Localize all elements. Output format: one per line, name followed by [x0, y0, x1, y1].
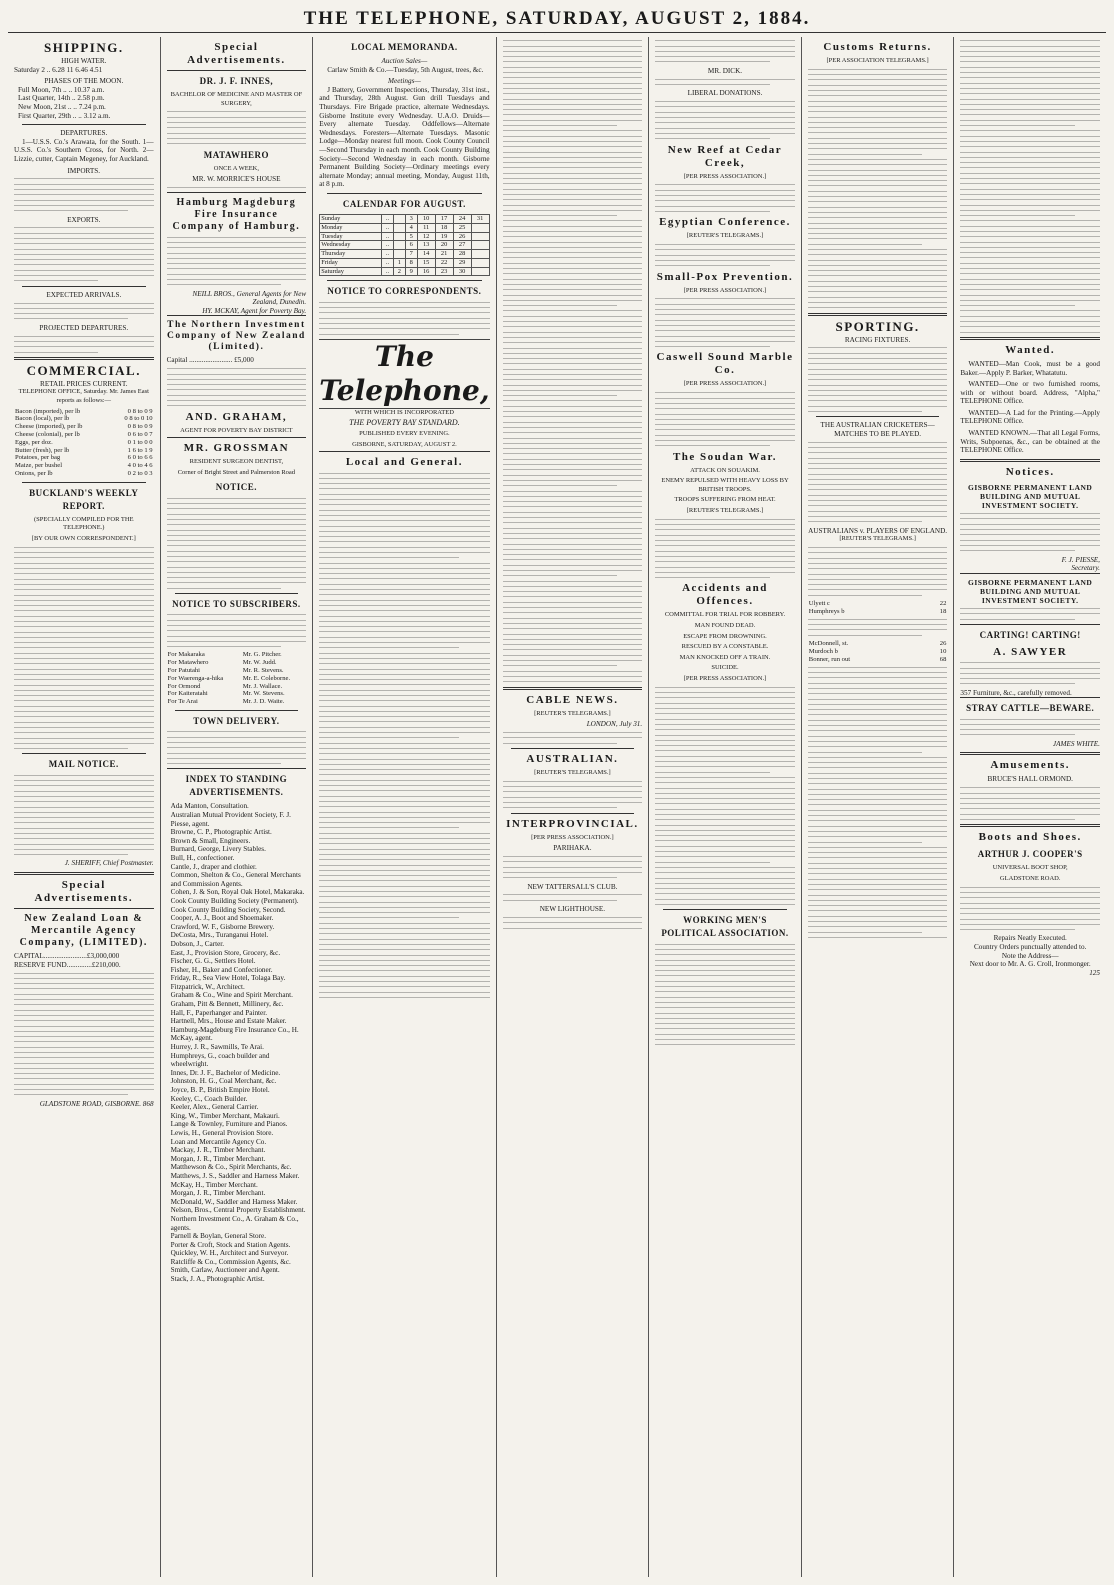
columns [8, 37, 1106, 1577]
amusements-heading: Amusements. [990, 759, 1071, 772]
gisborne-society-heading: GISBORNE PERMANENT LAND BUILDING AND MUTUAL INVESTMENT SOCIETY. [968, 482, 1093, 510]
list-item: Loan and Mercantile Agency Co. [170, 1137, 267, 1146]
table-row: Bacon (imported), per lb 0 8 to 0 9 [15, 407, 153, 415]
hamburg-heading: Hamburg Magdeburg Fire Insurance Company of Hamburg. [172, 197, 301, 233]
list-item: Smith, Carlaw, Auctioneer and Agent. [170, 1266, 280, 1275]
table-row: Eggs, per doz. 0 1 to 0 0 [15, 438, 153, 446]
wanted-heading: Wanted. [1005, 343, 1056, 356]
scores-table-2 [808, 640, 948, 663]
cable-subheading: [REUTER'S TELEGRAMS.] [534, 709, 611, 717]
egypt-heading: Egyptian Conference. [659, 216, 791, 229]
neill-bros: NEILL BROS., General Agents for New Zealand, Dunedin. [192, 289, 307, 307]
table-row: McDonnell, st. 26 [808, 640, 947, 648]
country-orders-line: Country Orders punctually attended to. [973, 943, 1087, 952]
list-item: Cantle, J., draper and clothier. [170, 862, 257, 871]
table-row: For Te Arai Mr. J. D. Waite. [167, 698, 285, 706]
sporting-heading: SPORTING. [835, 318, 920, 334]
meetings-heading: Meetings— [388, 77, 421, 86]
aus-players-heading: AUSTRALIANS v. PLAYERS OF ENGLAND. [808, 526, 948, 535]
list-item: Lange & Townley, Furniture and Pianos. [170, 1120, 288, 1129]
cooper-heading: ARTHUR J. COOPER'S [977, 849, 1083, 860]
cable-heading: CABLE NEWS. [526, 693, 619, 706]
list-item: Lewis, H., General Provision Store. [170, 1128, 274, 1137]
table-row: Cheese (imported), per lb 0 8 to 0 9 [15, 423, 153, 431]
cooper-address: GLADSTONE ROAD. [999, 874, 1061, 882]
reserve-line: RESERVE FUND..............£210,000. [14, 960, 121, 969]
egypt-subheading: [REUTER'S TELEGRAMS.] [686, 232, 764, 240]
table-row: Saturday .. 2 9 16 23 30 [320, 267, 489, 276]
next-door-line: Next door to Mr. A. G. Croll, Ironmonger. [969, 960, 1091, 969]
accidents-source: [PER PRESS ASSOCIATION.] [683, 674, 767, 682]
secretary-label: Secretary. [1071, 564, 1100, 573]
table-row: Sunday .. 3 10 17 24 31 [320, 214, 489, 223]
gladstone-road: GLADSTONE ROAD, GISBORNE. 868 [39, 1099, 154, 1108]
list-item: Dobson, J., Carter. [170, 939, 225, 948]
grossman-address: Corner of Bright Street and Palmerston Road [177, 468, 296, 476]
table-row: Murdoch b 10 [808, 647, 947, 655]
column-5 [649, 37, 802, 1577]
boots-heading: Boots and Shoes. [978, 831, 1082, 844]
list-item: Browne, C. P., Photographic Artist. [170, 828, 272, 837]
table-row: For Ormond Mr. J. Wallace. [167, 682, 283, 690]
special-ads-heading: Special Advertisements. [34, 879, 134, 905]
delivery-heading: TOWN DELIVERY. [193, 716, 280, 727]
bucklands-subheading: (SPECIALLY COMPILED FOR THE TELEPHONE.) [34, 515, 134, 532]
wanted-ad-2: WANTED—One or two furnished rooms, with or without board. Address, "Alpha," TELEPHONE Office. [960, 380, 1100, 406]
notices-heading: Notices. [1005, 465, 1055, 478]
grossman-heading: MR. GROSSMAN [183, 442, 290, 455]
carting-heading: CARTING! CARTING! [979, 629, 1081, 640]
page-masthead: THE TELEPHONE, SATURDAY, AUGUST 2, 1884. [303, 8, 811, 29]
wanted-ad-1: WANTED—Man Cook, must be a good Baker.—Apply P. Barker, Whatatutu. [960, 359, 1100, 377]
projected-heading: PROJECTED DEPARTURES. [39, 323, 129, 332]
auction-heading: Auction Sales— [381, 57, 428, 65]
column-1 [8, 37, 161, 1577]
list-item: Joyce, B. P., British Empire Hotel. [170, 1086, 270, 1094]
local-general-text [319, 473, 489, 998]
retail-heading: RETAIL PRICES CURRENT. [40, 379, 128, 388]
racing-heading: RACING FIXTURES. [844, 335, 911, 344]
auction-text: Carlaw Smith & Co.—Tuesday, 5th August, trees, &c. [327, 65, 484, 74]
list-item: Ada Manton, Consultation. [170, 802, 249, 811]
calendar-table [319, 214, 489, 277]
list-item: Fisher, H., Baker and Confectioner. [170, 965, 273, 974]
table-row: Bacon (local), per lb 0 8 to 0 10 [15, 415, 153, 423]
morrice-house: MR. W. MORRICE'S HOUSE [192, 175, 281, 184]
accidents-sub-2: MAN FOUND DEAD. [694, 622, 756, 630]
accidents-sub-5: MAN KNOCKED OFF A TRAIN. [679, 653, 771, 661]
grossman-subheading: RESIDENT SURGEON DENTIST, [189, 458, 284, 466]
smallpox-heading: Small-Pox Prevention. [656, 270, 794, 283]
list-item: Brown & Small, Engineers. [170, 836, 251, 845]
list-item: Porter & Croft, Stock and Station Agents. [170, 1240, 291, 1249]
gisborne-society-heading-2: GISBORNE PERMANENT LAND BUILDING AND MUTUAL INVESTMENT SOCIETY. [968, 577, 1093, 605]
list-item: Graham, Pitt & Bennett, Millinery, &c. [170, 1000, 284, 1009]
table-row: For Matawhero Mr. W. Judd. [167, 659, 277, 667]
list-item: Matthewson & Co., Spirit Merchants, &c. [170, 1163, 292, 1172]
northern-capital: Capital ........................ £5,000 [166, 356, 254, 365]
table-row: Maize, per bushel 4 0 to 4 6 [15, 462, 153, 470]
cooper-subheading: UNIVERSAL BOOT SHOP, [992, 864, 1068, 872]
reef-heading: New Reef at Cedar Creek, [667, 143, 783, 169]
special-ads-heading-2: Special Advertisements. [187, 41, 286, 66]
cricketers-heading: THE AUSTRALIAN CRICKETERS—MATCHES TO BE PLAYED. [820, 421, 935, 438]
table-row: Cheese (colonial), per lb 0 6 to 0 7 [15, 430, 153, 438]
mail-heading: MAIL NOTICE. [48, 759, 119, 770]
note-address-line: Note the Address— [1001, 951, 1059, 960]
interprovincial-heading: INTERPROVINCIAL. [506, 817, 639, 830]
departures-text: 1—U.S.S. Co.'s Arawata, for the South. 1—U.S.S. Co.'s Southern Cross, for North. 2—Lizzie, cutter, Captain Megeney, for Auckland. [14, 137, 154, 163]
list-item: Innes, Dr. J. F., Bachelor of Medicine. [170, 1068, 281, 1077]
newspaper-logo: The Telephone, [319, 339, 490, 407]
list-item: Crawford, W. F., Gisborne Brewery. [170, 922, 275, 931]
table-row: Ulyett c 22 [808, 599, 947, 607]
list-item: East, J., Provision Store, Grocery, &c. [170, 948, 281, 957]
matawhero-label: MATAWHERO [203, 149, 269, 160]
exports-heading: EXPORTS. [67, 215, 101, 224]
table-row: Wednesday .. 6 13 20 27 [320, 241, 489, 250]
wanted-ad-3: WANTED—A Lad for the Printing.—Apply TELEPHONE Office. [960, 408, 1100, 426]
list-item: Stack, J. A., Photographic Artist. [170, 1275, 265, 1284]
soudan-sub-3: TROOPS SUFFERING FROM HEAT. [674, 496, 776, 504]
column-3 [313, 37, 496, 1577]
caswell-subheading: [PER PRESS ASSOCIATION.] [683, 380, 767, 388]
high-water-label: HIGH WATER. [61, 57, 107, 65]
table-row: Humphreys b 18 [808, 607, 947, 615]
customs-subheading: [PER ASSOCIATION TELEGRAMS.] [826, 57, 929, 64]
liberal-heading: LIBERAL DONATIONS. [687, 89, 763, 98]
graham-heading: AND. GRAHAM, [185, 410, 288, 423]
calendar-heading: CALENDAR FOR AUGUST. [342, 198, 466, 209]
phase-item: First Quarter, 29th .. .. 3.12 a.m. [18, 111, 111, 120]
sawyer-note: 357 Furniture, &c., carefully removed. [960, 688, 1072, 697]
stray-signature: JAMES WHITE. [1052, 739, 1100, 748]
innes-subheading: BACHELOR OF MEDICINE AND MASTER OF SURGERY, [170, 91, 303, 107]
list-item: Graham & Co., Wine and Spirit Merchant. [170, 991, 293, 1000]
imports-heading: IMPORTS. [67, 166, 101, 175]
accidents-sub-1: COMMITTAL FOR TRIAL FOR ROBBERY. [664, 611, 786, 619]
column-6 [802, 37, 955, 1577]
subscribers-heading: NOTICE TO SUBSCRIBERS. [172, 599, 301, 610]
accidents-sub-4: RESCUED BY A CONSTABLE. [681, 643, 769, 651]
australian-heading: AUSTRALIAN. [526, 752, 619, 765]
list-item: Cohen, J. & Son, Royal Oak Hotel, Makaraka. [170, 888, 305, 897]
dateline: GISBORNE, SATURDAY, AUGUST 2. [352, 440, 457, 448]
accidents-heading: Accidents and Offences. [682, 582, 768, 608]
table-row: Butter (fresh), per lb 1 6 to 1 9 [15, 446, 153, 454]
list-item: Cook County Building Society (Permanent). [170, 896, 299, 905]
published-line: PUBLISHED EVERY EVENING. [359, 430, 450, 438]
phases-list [14, 86, 154, 120]
scores-table [808, 600, 948, 616]
list-item: Nelson, Bros., Central Property Establishment. [170, 1206, 306, 1215]
list-item: Northern Investment Co., A. Graham & Co., agents. [170, 1214, 299, 1232]
customs-heading: Customs Returns. [823, 41, 932, 53]
commercial-heading: COMMERCIAL. [26, 362, 141, 378]
table-row: Monday .. 4 11 18 25 [320, 223, 489, 232]
table-row: Tuesday .. 5 12 19 26 [320, 232, 489, 241]
logo-subline: WITH WHICH IS INCORPORATED [354, 408, 454, 416]
soudan-sub-1: ATTACK ON SOUAKIM. [690, 466, 760, 474]
list-item: Hartnell, Mrs., House and Estate Maker. [170, 1017, 287, 1026]
list-item: Fischer, G. G., Settlers Hotel. [170, 957, 256, 966]
aus-players-subheading: [REUTER'S TELEGRAMS.] [839, 535, 916, 543]
column-2 [161, 37, 314, 1577]
working-men-heading: WORKING MEN'S POLITICAL ASSOCIATION. [661, 915, 789, 939]
bruce-hall-heading: BRUCE'S HALL ORMOND. [987, 775, 1073, 784]
northern-heading: The Northern Investment Company of New Zealand (Limited). [166, 320, 306, 353]
table-row: For Waerenga-a-hika Mr. E. Coleborne. [167, 674, 291, 682]
sawyer-heading: A. SAWYER [993, 645, 1068, 658]
interprovincial-subheading: [PER PRESS ASSOCIATION.] [531, 833, 614, 841]
australian-subheading: [REUTER'S TELEGRAMS.] [534, 768, 611, 776]
reef-subheading: [PER PRESS ASSOCIATION.] [683, 172, 767, 180]
list-item: DeCosta, Mrs., Turanganui Hotel. [170, 931, 269, 940]
smallpox-subheading: [PER PRESS ASSOCIATION.] [683, 286, 767, 294]
meetings-text: J Battery, Government Inspections, Thursday, 31st inst., and Thursday, 28th August. Gun drill Tuesdays and Thursdays. Fire Brigade practice, alternate Wednesdays. Gisborne Institute every Wednesday. U.A.O. Druids—Every alternate Tuesday. Oddfellows—Alternate Wednesdays. Foresters—Alternate Tuesdays. Masonic Lodge—Monday nearest full moon. Cook County Council—Second Thursday in each month. Cook County Building Society—Second Wednesday in each month. Gisborne Permanent Building Society—Ordinary meetings every alternate Monday; annual meeting, Monday, August 11th, at 8 p.m. [319, 85, 490, 189]
index-list [167, 802, 307, 1283]
prices-table [14, 408, 154, 478]
table-row: Friday .. 1 8 15 22 29 [320, 258, 489, 267]
list-item: Matthews, J. S., Saddler and Harness Maker. [170, 1171, 300, 1180]
local-general-heading: Local and General. [345, 456, 463, 469]
high-water-row: Saturday 2 .. 6.28 11 6.46 4.51 [14, 65, 103, 74]
phase-item: Full Moon, 7th .. .. 10.37 a.m. [18, 85, 105, 94]
cricket-text [808, 667, 948, 938]
list-item: Mackay, J. R., Timber Merchant. [170, 1146, 266, 1155]
phase-item: New Moon, 21st .. .. 7.24 p.m. [18, 102, 106, 111]
list-item: Parnell & Boylan, General Store. [170, 1232, 267, 1241]
table-row: For Patutahi Mr. R. Stevens. [167, 667, 284, 675]
list-item: Cook County Building Society, Second. [170, 905, 286, 914]
list-item: Bull, H., confectioner. [170, 853, 235, 862]
wanted-ad-4: WANTED KNOWN.—That all Legal Forms, Writs, Subpoenas, &c., can be obtained at the TELEPHONE Office. [960, 429, 1100, 455]
telephone-office-note: TELEPHONE OFFICE, Saturday. Mr. James East reports as follows:— [18, 388, 149, 404]
accidents-sub-6: SUICIDE. [711, 664, 739, 672]
accidents-sub-3: ESCAPE FROM DROWNING. [683, 632, 767, 640]
agents-table [167, 651, 307, 706]
customs-text [808, 69, 948, 308]
list-item: Johnston, H. G., Coal Merchant, &c. [170, 1077, 277, 1086]
list-item: Friday, R., Sea View Hotel, Tolaga Bay. [170, 974, 286, 983]
table-row: Bonner, run out 68 [808, 655, 947, 663]
bucklands-heading: BUCKLAND'S WEEKLY REPORT. [29, 487, 139, 511]
list-item: McDonald, W., Saddler and Harness Maker. [170, 1197, 298, 1206]
mr-dick-heading: MR. DICK. [707, 66, 743, 75]
cable-dateline: LONDON, July 31. [586, 720, 643, 729]
caswell-heading: Caswell Sound Marble Co. [656, 351, 794, 377]
lighthouse-heading: NEW LIGHTHOUSE. [539, 905, 606, 914]
departures-heading: DEPARTURES. [60, 129, 108, 138]
soudan-heading: The Soudan War. [672, 450, 778, 463]
expected-heading: EXPECTED ARRIVALS. [46, 290, 122, 299]
soudan-sub-2: ENEMY REPULSED WITH HEAVY LOSS BY BRITISH TROOPS. [661, 477, 789, 493]
shipping-heading: SHIPPING. [44, 40, 124, 55]
list-item: Morgan, J. R., Timber Merchant. [170, 1154, 266, 1163]
continued-text [960, 40, 1100, 332]
capital-line: CAPITAL........................£3,000,000 [14, 952, 120, 961]
continued-text [503, 40, 643, 682]
correspondents-heading: NOTICE TO CORRESPONDENTS. [327, 286, 482, 297]
list-item: Burnard, George, Livery Stables. [170, 845, 266, 854]
list-item: Morgan, J. R., Timber Merchant. [170, 1189, 266, 1198]
notice-heading: NOTICE. [215, 482, 258, 493]
mail-signature: J. SHERIFF, Chief Postmaster. [64, 859, 154, 868]
graham-subheading: AGENT FOR POVERTY BAY DISTRICT [180, 426, 293, 434]
tattersall-heading: NEW TATTERSALL'S CLUB. [527, 882, 618, 891]
list-item: Common, Shelton & Co., General Merchants and Commission Agents. [170, 871, 301, 888]
soudan-source: [REUTER'S TELEGRAMS.] [686, 506, 764, 514]
phases-heading: PHASES OF THE MOON. [44, 77, 124, 86]
list-item: Keeley, C., Coach Builder. [170, 1094, 248, 1103]
list-item: Quickley, W. H., Architect and Surveyor. [170, 1249, 289, 1258]
list-item: Hurrey, J. R., Sawmills, Te Arai. [170, 1043, 264, 1052]
repairs-line: Repairs Neatly Executed. [993, 934, 1067, 943]
table-row: Onions, per lb 0 2 to 0 3 [15, 469, 153, 477]
accidents-text [655, 687, 795, 905]
list-item: Hall, F., Paperhanger and Painter. [170, 1008, 268, 1017]
list-item: Australian Mutual Provident Society, F. J. Piesse, agent. [170, 811, 291, 828]
piesse-signature: F. J. PIESSE, [1061, 555, 1100, 564]
phase-item: Last Quarter, 14th .. 2.58 p.m. [18, 94, 105, 103]
once-a-week: ONCE A WEEK, [213, 164, 259, 172]
list-item: Fitzpatrick, W., Architect. [170, 982, 245, 991]
table-row: Potatoes, per bag 6 0 to 6 6 [15, 454, 153, 462]
stray-cattle-heading: STRAY CATTLE—BEWARE. [966, 703, 1095, 714]
table-row: Thursday .. 7 14 21 28 [320, 250, 489, 259]
mckay-agent: HY. MCKAY, Agent for Poverty Bay. [202, 306, 307, 315]
innes-heading: DR. J. F. INNES, [199, 76, 274, 86]
list-item: Humphreys, G., coach builder and wheelwright. [170, 1051, 270, 1069]
list-item: Ratcliffe & Co., Commission Agents, &c. [170, 1257, 291, 1266]
list-item: Hamburg-Magdeburg Fire Insurance Co., H. McKay, agent. [170, 1025, 299, 1043]
parihaka-heading: PARIHAKA. [553, 844, 592, 853]
page-number: 125 [1089, 968, 1100, 977]
own-correspondent: [BY OUR OWN CORRESPONDENT.] [31, 534, 136, 542]
table-row: For Makaraka Mr. G. Pitcher. [167, 651, 282, 659]
list-item: McKay, H., Timber Merchant. [170, 1180, 258, 1189]
list-item: King, W., Timber Merchant, Makauri. [170, 1111, 280, 1120]
column-7 [954, 37, 1106, 1577]
column-4 [497, 37, 650, 1577]
index-heading: INDEX TO STANDING ADVERTISEMENTS. [185, 774, 288, 798]
logo-subline-2: THE POVERTY BAY STANDARD. [349, 418, 460, 428]
table-row: For Kaiteratahi Mr. W. Stevens. [167, 690, 285, 698]
nzloan-heading: New Zealand Loan & Mercantile Agency Company, (LIMITED). [19, 913, 148, 949]
list-item: Cooper, A. J., Boot and Shoemaker. [170, 914, 274, 923]
local-memoranda-heading: LOCAL MEMORANDA. [351, 42, 458, 52]
list-item: Keeler, Alex., General Carrier. [170, 1103, 259, 1112]
